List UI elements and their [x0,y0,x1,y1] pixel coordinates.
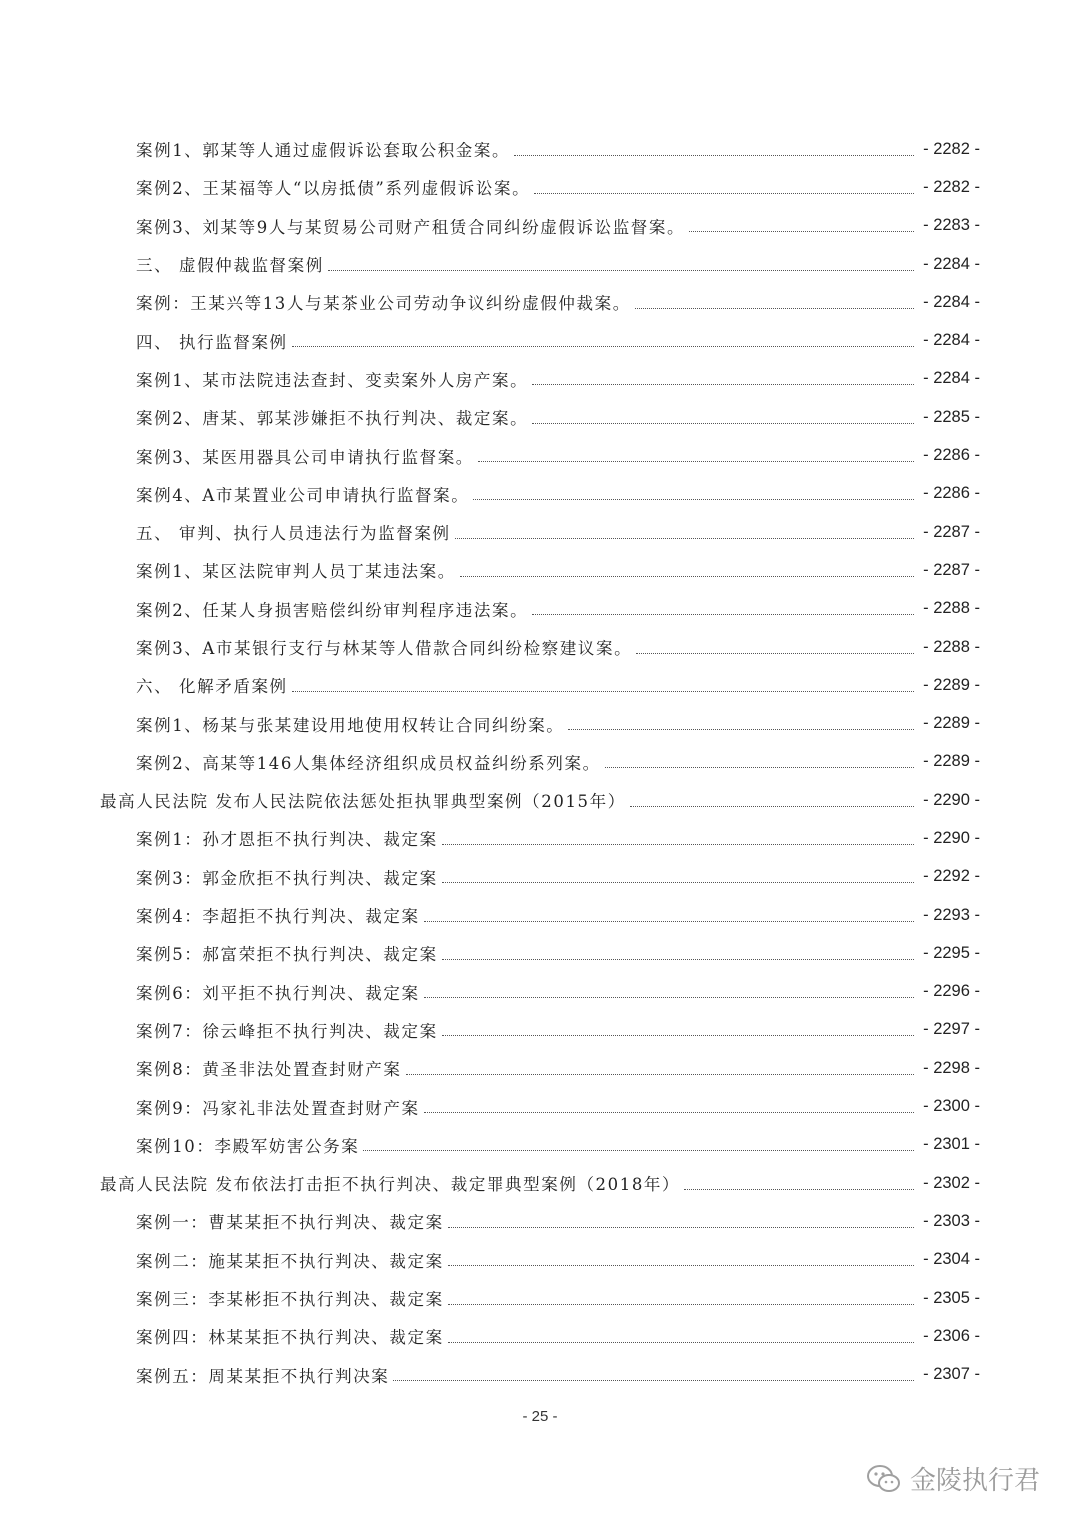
toc-entry [0,819,1080,857]
toc-entry-page: - 2298 - [923,1058,980,1077]
toc-entry-title: 案例1、某市法院违法查封、变卖案外人房产案。 [136,370,529,390]
toc-entry-page: - 2284 - [923,254,980,273]
dot-leader [460,576,914,577]
dot-leader [532,423,914,424]
toc-entry-page: - 2285 - [923,407,980,426]
toc-entry [0,858,1080,896]
toc-entry-title: 案例1、郭某等人通过虚假诉讼套取公积金案。 [136,141,511,161]
page-number: - 25 - [522,1408,558,1425]
toc-entry [0,1202,1080,1240]
toc-entry-page: - 2307 - [923,1365,980,1384]
toc-entry-page: - 2282 - [923,177,980,196]
dot-leader [568,729,914,730]
toc-entry-title: 六、 化解矛盾案例 [136,677,288,697]
toc-entry [0,1164,1080,1202]
toc-entry-title: 案例10：李殿军妨害公务案 [136,1136,360,1156]
toc-entry [0,1317,1080,1355]
toc-entry-title: 案例4：李超拒不执行判决、裁定案 [136,907,420,927]
toc-entry [0,360,1080,398]
toc-entry [0,551,1080,589]
dot-leader [473,499,914,500]
dot-leader [328,270,914,271]
toc-entry [0,1241,1080,1279]
dot-leader [630,806,914,807]
dot-leader [292,691,914,692]
toc-entry [0,590,1080,628]
toc-entry-page: - 2287 - [923,522,980,541]
toc-entry-page: - 2302 - [923,1173,980,1192]
toc-entry [0,781,1080,819]
toc-entry [0,666,1080,704]
dot-leader [448,1265,914,1266]
toc-entry-page: - 2288 - [923,637,980,656]
toc-entry-title: 案例3、某医用器具公司申请执行监督案。 [136,447,474,467]
toc-entry-title: 案例1、某区法院审判人员丁某违法案。 [136,562,456,582]
toc-entry-page: - 2284 - [923,292,980,311]
toc-entry-page: - 2288 - [923,599,980,618]
dot-leader [532,384,914,385]
toc-entry-title: 案例4、A市某置业公司申请执行监督案。 [136,485,470,505]
dot-leader [636,653,914,654]
dot-leader [292,346,914,347]
toc-entry-page: - 2293 - [923,905,980,924]
toc-entry-title: 案例四：林某某拒不执行判决、裁定案 [136,1328,444,1348]
toc-entry [0,168,1080,206]
toc-entry-page: - 2303 - [923,1211,980,1230]
toc-entry [0,934,1080,972]
dot-leader [442,844,914,845]
toc-entry [0,321,1080,359]
watermark-text: 金陵执行君 [910,1466,1041,1496]
toc-entry-page: - 2306 - [923,1326,980,1345]
toc-entry-page: - 2295 - [923,943,980,962]
dot-leader [424,997,914,998]
toc-entry-title: 案例三：李某彬拒不执行判决、裁定案 [136,1290,444,1310]
dot-leader [534,193,914,194]
toc-entry [0,1087,1080,1125]
toc-entry-page: - 2304 - [923,1250,980,1269]
dot-leader [424,1112,914,1113]
toc-entry-title: 案例3、刘某等9人与某贸易公司财产租赁合同纠纷虚假诉讼监督案。 [136,217,686,237]
dot-leader [393,1380,914,1381]
toc-entry-page: - 2296 - [923,982,980,1001]
dot-leader [424,921,914,922]
toc-entry [0,513,1080,551]
toc-entry-title: 案例8：黄圣非法处置查封财产案 [136,1060,402,1080]
toc-entry [0,1126,1080,1164]
toc-entry-title: 案例1、杨某与张某建设用地使用权转让合同纠纷案。 [136,715,565,735]
dot-leader [406,1074,915,1075]
toc-entry-page: - 2305 - [923,1288,980,1307]
dot-leader [448,1227,914,1228]
toc-entry-title: 案例2、王某福等人“以房抵债”系列虚假诉讼案。 [136,179,531,199]
dot-leader [635,308,914,309]
toc-entry-title: 三、 虚假仲裁监督案例 [136,256,324,276]
wechat-icon [866,1464,902,1494]
toc-entry-title: 案例3：郭金欣拒不执行判决、裁定案 [136,868,438,888]
toc-entry-title: 四、 执行监督案例 [136,332,288,352]
toc-entry [0,896,1080,934]
toc-entry-page: - 2286 - [923,484,980,503]
watermark [866,1460,1040,1497]
toc-entry-title: 案例9：冯家礼非法处置查封财产案 [136,1098,420,1118]
dot-leader [478,461,914,462]
toc-entry [0,130,1080,168]
toc-entry-title: 最高人民法院 发布人民法院依法惩处拒执罪典型案例（2015年） [100,792,626,812]
toc-entry-title: 案例3、A市某银行支行与林某等人借款合同纠纷检察建议案。 [136,639,633,658]
toc-entry [0,207,1080,245]
dot-leader [514,155,914,156]
table-of-contents [0,130,1080,1394]
dot-leader [684,1189,914,1190]
toc-entry-title: 案例1：孙才恩拒不执行判决、裁定案 [136,830,438,850]
toc-entry-title: 案例6：刘平拒不执行判决、裁定案 [136,983,420,1003]
toc-entry [0,628,1080,666]
toc-entry-title: 案例一：曹某某拒不执行判决、裁定案 [136,1213,444,1233]
toc-entry-page: - 2286 - [923,446,980,465]
toc-entry [0,1011,1080,1049]
toc-entry-page: - 2297 - [923,1020,980,1039]
toc-entry-page: - 2301 - [923,1135,980,1154]
dot-leader [442,1035,914,1036]
dot-leader [448,1342,914,1343]
toc-entry-title: 案例五：周某某拒不执行判决案 [136,1366,390,1386]
toc-entry [0,245,1080,283]
toc-entry-page: - 2289 - [923,675,980,694]
toc-entry [0,1279,1080,1317]
toc-entry [0,1356,1080,1394]
toc-entry-page: - 2284 - [923,369,980,388]
toc-entry [0,398,1080,436]
toc-entry-title: 最高人民法院 发布依法打击拒不执行判决、裁定罪典型案例（2018年） [100,1175,681,1195]
toc-entry-title: 案例2、任某人身损害赔偿纠纷审判程序违法案。 [136,600,529,620]
toc-entry [0,973,1080,1011]
toc-entry-page: - 2287 - [923,560,980,579]
toc-entry-title: 案例7：徐云峰拒不执行判决、裁定案 [136,1021,438,1041]
toc-entry-title: 案例：王某兴等13人与某茶业公司劳动争议纠纷虚假仲裁案。 [136,294,631,314]
dot-leader [448,1304,914,1305]
toc-entry-page: - 2284 - [923,331,980,350]
toc-entry [0,1049,1080,1087]
toc-entry-title: 五、 审判、执行人员违法行为监督案例 [136,524,451,544]
toc-entry-title: 案例5：郝富荣拒不执行判决、裁定案 [136,945,438,965]
dot-leader [442,959,914,960]
dot-leader [455,538,914,539]
toc-entry-title: 案例二：施某某拒不执行判决、裁定案 [136,1251,444,1271]
toc-entry-title: 案例2、高某等146人集体经济组织成员权益纠纷系列案。 [136,753,601,773]
dot-leader [442,882,914,883]
toc-entry-page: - 2282 - [923,139,980,158]
toc-entry-page: - 2300 - [923,1097,980,1116]
dot-leader [605,767,914,768]
toc-entry-title: 案例2、唐某、郭某涉嫌拒不执行判决、裁定案。 [136,409,529,429]
toc-entry [0,436,1080,474]
dot-leader [532,614,914,615]
toc-entry [0,743,1080,781]
toc-entry-page: - 2283 - [923,216,980,235]
toc-entry [0,704,1080,742]
toc-entry-page: - 2289 - [923,714,980,733]
toc-entry-page: - 2292 - [923,867,980,886]
toc-entry-page: - 2290 - [923,828,980,847]
toc-entry-page: - 2290 - [923,790,980,809]
dot-leader [363,1150,914,1151]
toc-entry-page: - 2289 - [923,752,980,771]
toc-entry [0,475,1080,513]
toc-entry [0,283,1080,321]
dot-leader [689,231,914,232]
